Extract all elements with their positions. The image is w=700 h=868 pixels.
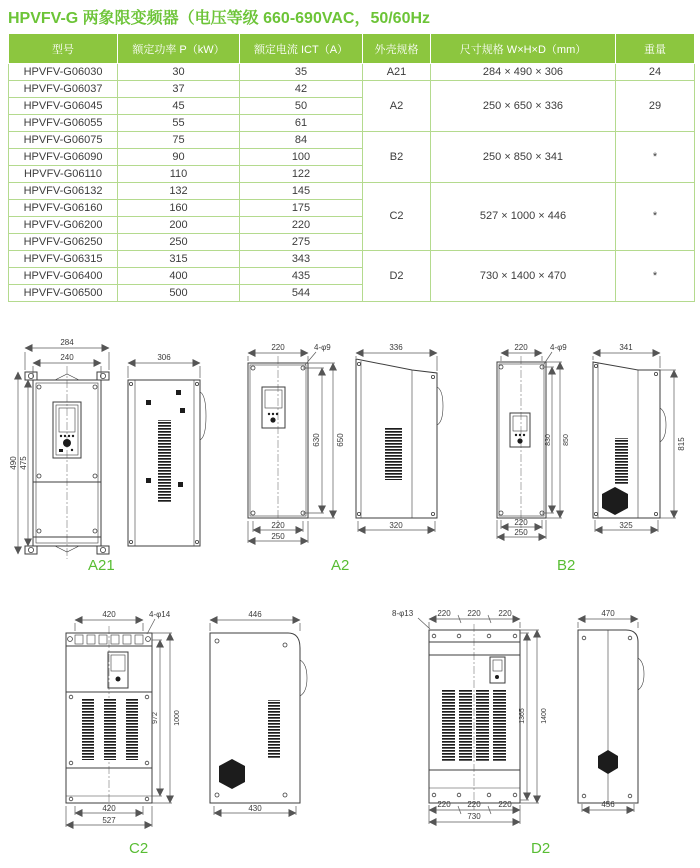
- frame-cell: A2: [363, 81, 431, 132]
- current-cell: 544: [240, 285, 363, 302]
- model-cell: HPVFV-G06037: [9, 81, 118, 98]
- model-cell: HPVFV-G06200: [9, 217, 118, 234]
- power-cell: 37: [118, 81, 240, 98]
- c2-dim-top: 420: [102, 610, 116, 619]
- c2-dim-height-outer: 1000: [174, 710, 181, 726]
- current-cell: 50: [240, 98, 363, 115]
- current-cell: 275: [240, 234, 363, 251]
- d2-front-view: [429, 630, 520, 803]
- b2-honeycomb-vent: [602, 487, 628, 515]
- current-cell: 35: [240, 64, 363, 81]
- a21-vent-grille: [158, 420, 171, 502]
- current-cell: 100: [240, 149, 363, 166]
- page-title: HPVFV-G 两象限变频器（电压等级 660-690VAC，50/60Hz: [8, 10, 431, 27]
- current-cell: 175: [240, 200, 363, 217]
- b2-dim-height-outer: 850: [563, 434, 570, 446]
- a2-dim-bottom-inner: 220: [271, 521, 285, 530]
- a2-side-view: [356, 359, 443, 518]
- a2-dim-side-top: 336: [389, 343, 403, 352]
- size-cell: 250 × 850 × 341: [431, 132, 616, 183]
- model-cell: HPVFV-G06250: [9, 234, 118, 251]
- b2-dim-side-bottom: 325: [619, 521, 633, 530]
- c2-dim-bottom-inner: 420: [102, 804, 116, 813]
- c2-dim-bottom-outer: 527: [102, 816, 116, 825]
- d2-vent-grille: [459, 690, 472, 762]
- drawing-label-b2: B2: [557, 557, 576, 574]
- drawing-d2: [390, 600, 700, 832]
- d2-dim-bottom-3: 220: [498, 800, 512, 809]
- power-cell: 400: [118, 268, 240, 285]
- current-cell: 42: [240, 81, 363, 98]
- d2-dim-top-1: 220: [437, 609, 451, 618]
- a21-dim-depth: 306: [157, 353, 171, 362]
- current-cell: 122: [240, 166, 363, 183]
- d2-dim-top-3: 220: [498, 609, 512, 618]
- c2-honeycomb-vent: [219, 759, 245, 789]
- d2-dim-bottom-total: 730: [467, 812, 481, 821]
- b2-dim-side-height: 815: [677, 437, 686, 451]
- b2-dim-height-inner: 830: [545, 434, 552, 446]
- a2-dim-side-bottom: 320: [389, 521, 403, 530]
- power-cell: 200: [118, 217, 240, 234]
- c2-dimensions: [66, 610, 300, 827]
- b2-dim-bottom-inner: 220: [514, 518, 528, 527]
- drawing-label-c2: C2: [129, 840, 149, 857]
- b2-side-view: [593, 362, 666, 518]
- weight-cell: *: [616, 251, 695, 302]
- a2-dimensions: [248, 343, 437, 543]
- current-cell: 343: [240, 251, 363, 268]
- table-row: [9, 81, 695, 98]
- a2-vent-grille: [385, 428, 402, 480]
- d2-vent-grille: [493, 690, 506, 762]
- d2-dim-height-inner: 1365: [519, 708, 526, 724]
- power-cell: 110: [118, 166, 240, 183]
- size-cell: 284 × 490 × 306: [431, 64, 616, 81]
- a21-dim-width-outer: 284: [60, 338, 74, 347]
- d2-dim-top-2: 220: [467, 609, 481, 618]
- current-cell: 61: [240, 115, 363, 132]
- d2-dim-side-bottom: 456: [601, 800, 615, 809]
- current-cell: 84: [240, 132, 363, 149]
- drawing-c2: [45, 600, 345, 832]
- model-cell: HPVFV-G06315: [9, 251, 118, 268]
- a21-dim-height-inner: 475: [19, 456, 28, 470]
- model-cell: HPVFV-G06030: [9, 64, 118, 81]
- drawing-a21: [8, 332, 230, 560]
- d2-honeycomb-vent: [598, 750, 618, 774]
- table-row: [9, 132, 695, 149]
- frame-cell: D2: [363, 251, 431, 302]
- col-header-frame: 外壳规格: [363, 34, 431, 64]
- drawing-label-d2: D2: [531, 840, 551, 857]
- model-cell: HPVFV-G06090: [9, 149, 118, 166]
- d2-dim-side-top: 470: [601, 609, 615, 618]
- c2-dim-height-inner: 972: [152, 712, 159, 724]
- c2-dim-holes: 4-φ14: [149, 610, 171, 619]
- c2-side-vent-grille: [268, 700, 280, 758]
- a2-dim-top: 220: [271, 343, 285, 352]
- model-cell: HPVFV-G06055: [9, 115, 118, 132]
- model-cell: HPVFV-G06500: [9, 285, 118, 302]
- power-cell: 75: [118, 132, 240, 149]
- c2-dim-side-bottom: 430: [248, 804, 262, 813]
- frame-cell: A21: [363, 64, 431, 81]
- table-row: [9, 183, 695, 200]
- a2-dim-height-inner: 630: [312, 433, 321, 447]
- d2-dim-height-outer: 1400: [541, 708, 548, 724]
- power-cell: 160: [118, 200, 240, 217]
- a2-dim-height-outer: 650: [336, 433, 345, 447]
- a21-side-view: [128, 380, 206, 546]
- power-cell: 90: [118, 149, 240, 166]
- weight-cell: *: [616, 183, 695, 251]
- drawing-label-a21: A21: [88, 557, 115, 574]
- size-cell: 730 × 1400 × 470: [431, 251, 616, 302]
- power-cell: 250: [118, 234, 240, 251]
- current-cell: 145: [240, 183, 363, 200]
- a2-dim-holes: 4-φ9: [314, 343, 331, 352]
- current-cell: 435: [240, 268, 363, 285]
- b2-dim-side-top: 341: [619, 343, 633, 352]
- d2-dim-holes: 8-φ13: [392, 609, 414, 618]
- a21-dim-height-outer: 490: [9, 456, 18, 470]
- d2-dim-bottom-1: 220: [437, 800, 451, 809]
- size-cell: 250 × 650 × 336: [431, 81, 616, 132]
- c2-dim-side-top: 446: [248, 610, 262, 619]
- frame-cell: C2: [363, 183, 431, 251]
- b2-dim-holes: 4-φ9: [550, 343, 567, 352]
- power-cell: 500: [118, 285, 240, 302]
- col-header-size: 尺寸规格 W×H×D（mm）: [431, 34, 616, 64]
- c2-vent-grille: [82, 698, 94, 760]
- model-cell: HPVFV-G06160: [9, 200, 118, 217]
- a2-dim-bottom-outer: 250: [271, 532, 285, 541]
- b2-dim-bottom-outer: 250: [514, 528, 528, 537]
- power-cell: 30: [118, 64, 240, 81]
- spec-table: [8, 33, 695, 302]
- drawing-label-a2: A2: [331, 557, 350, 574]
- frame-cell: B2: [363, 132, 431, 183]
- size-cell: 527 × 1000 × 446: [431, 183, 616, 251]
- weight-cell: *: [616, 132, 695, 183]
- model-cell: HPVFV-G06110: [9, 166, 118, 183]
- weight-cell: 29: [616, 81, 695, 132]
- table-row: [9, 251, 695, 268]
- header-row: [9, 34, 695, 64]
- b2-dimensions: [497, 343, 686, 539]
- model-cell: HPVFV-G06400: [9, 268, 118, 285]
- col-header-weight: 重量: [616, 34, 695, 64]
- model-cell: HPVFV-G06045: [9, 98, 118, 115]
- b2-front-view: [497, 362, 546, 518]
- col-header-current: 额定电流 ICT（A）: [240, 34, 363, 64]
- power-cell: 55: [118, 115, 240, 132]
- c2-vent-grille: [104, 698, 116, 760]
- drawing-a2: [236, 332, 466, 558]
- drawing-b2: [472, 332, 700, 558]
- b2-vent-grille: [615, 438, 628, 484]
- table-row: [9, 64, 695, 81]
- d2-vent-grille: [476, 690, 489, 762]
- power-cell: 315: [118, 251, 240, 268]
- c2-vent-grille: [126, 698, 138, 760]
- d2-vent-grille: [442, 690, 455, 762]
- a21-dimensions: [9, 338, 200, 554]
- weight-cell: 24: [616, 64, 695, 81]
- model-cell: HPVFV-G06132: [9, 183, 118, 200]
- power-cell: 45: [118, 98, 240, 115]
- col-header-model: 型号: [9, 34, 118, 64]
- b2-dim-top: 220: [514, 343, 528, 352]
- current-cell: 220: [240, 217, 363, 234]
- power-cell: 132: [118, 183, 240, 200]
- c2-side-view: [210, 633, 307, 803]
- col-header-power: 额定功率 P（kW）: [118, 34, 240, 64]
- a21-dim-width-inner: 240: [60, 353, 74, 362]
- d2-dim-bottom-2: 220: [467, 800, 481, 809]
- model-cell: HPVFV-G06075: [9, 132, 118, 149]
- d2-side-view: [578, 630, 644, 803]
